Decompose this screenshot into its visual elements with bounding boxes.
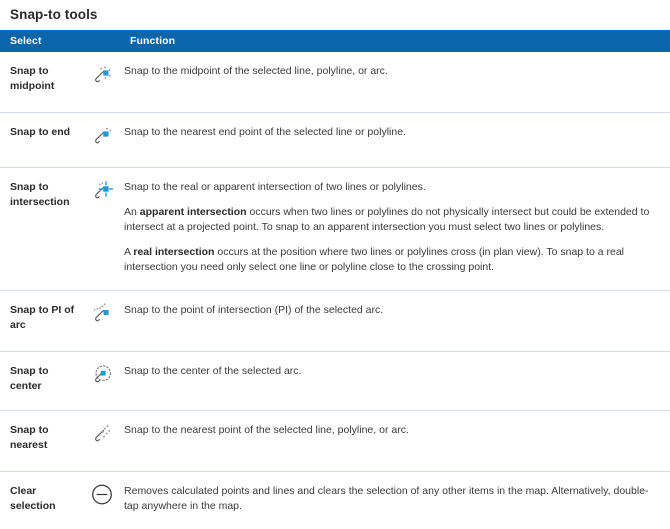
table-row [0, 168, 670, 291]
description-paragraph: Snap to the center of the selected arc. [124, 364, 302, 377]
tool-description [120, 410, 670, 471]
table-body [0, 52, 670, 529]
snap-pi-of-arc-icon [89, 301, 115, 327]
emphasis-term: real intersection [133, 245, 215, 258]
snap-nearest-icon [89, 421, 115, 447]
snap-midpoint-icon [89, 62, 115, 88]
description-paragraph [124, 245, 660, 276]
tool-icon-cell [85, 113, 120, 168]
tool-name: Snap to center [0, 351, 85, 410]
tool-name: Snap to end [0, 113, 85, 168]
tool-description [120, 168, 670, 291]
table-header-row [0, 30, 670, 52]
table-row [0, 410, 670, 471]
tool-icon-cell [85, 168, 120, 291]
tool-description [120, 471, 670, 529]
tool-description [120, 52, 670, 113]
paragraph-suffix: occurs at the position where two lines or polylines cross (in plan view). To snap to a real intersection you need only select one line or polyline close to the crossing point. [124, 245, 624, 273]
snap-intersection-icon [89, 178, 115, 204]
description-paragraph: Snap to the point of intersection (PI) of the selected arc. [124, 303, 384, 316]
tool-description [120, 290, 670, 351]
tool-description [120, 351, 670, 410]
column-header-select: Select [0, 30, 120, 52]
paragraph-prefix: An [124, 205, 140, 218]
column-header-function: Function [120, 30, 670, 52]
table-row [0, 351, 670, 410]
tool-name: Snap to nearest [0, 410, 85, 471]
snap-end-icon [89, 123, 115, 149]
table-row [0, 113, 670, 168]
tool-icon-cell [85, 471, 120, 529]
description-paragraph: Snap to the midpoint of the selected line, polyline, or arc. [124, 65, 388, 77]
tool-name: Clear selection [0, 471, 85, 529]
tool-name: Snap to PI of arc [0, 290, 85, 351]
description-paragraph: Snap to the real or apparent intersection of two lines or polylines. [124, 181, 426, 193]
paragraph-suffix: occurs when two lines or polylines do not physically intersect but could be extended to intersect at a projected point. To snap to an apparent intersection you must select two lines or polylines. [124, 205, 650, 233]
paragraph-prefix: A [124, 245, 134, 258]
table-row [0, 52, 670, 113]
emphasis-term: apparent intersection [139, 205, 247, 218]
snap-to-tools-table [0, 30, 670, 529]
description-paragraph: Removes calculated points and lines and clears the selection of any other items in the map. Alternatively, double-tap anywhere in the map. [124, 484, 649, 512]
table-row [0, 290, 670, 351]
tool-description [120, 113, 670, 168]
snap-center-icon [89, 362, 115, 388]
tool-name: Snap to intersection [0, 168, 85, 291]
table-row [0, 471, 670, 529]
tool-name: Snap to midpoint [0, 52, 85, 113]
tool-icon-cell [85, 351, 120, 410]
page-title: Snap-to tools [10, 7, 98, 22]
description-paragraph [124, 205, 660, 236]
table-header [0, 30, 670, 52]
description-paragraph: Snap to the nearest point of the selected line, polyline, or arc. [124, 423, 409, 436]
tool-icon-cell [85, 410, 120, 471]
tool-icon-cell [85, 52, 120, 113]
clear-selection-icon [89, 482, 115, 508]
tool-icon-cell [85, 290, 120, 351]
description-paragraph: Snap to the nearest end point of the selected line or polyline. [124, 126, 406, 138]
